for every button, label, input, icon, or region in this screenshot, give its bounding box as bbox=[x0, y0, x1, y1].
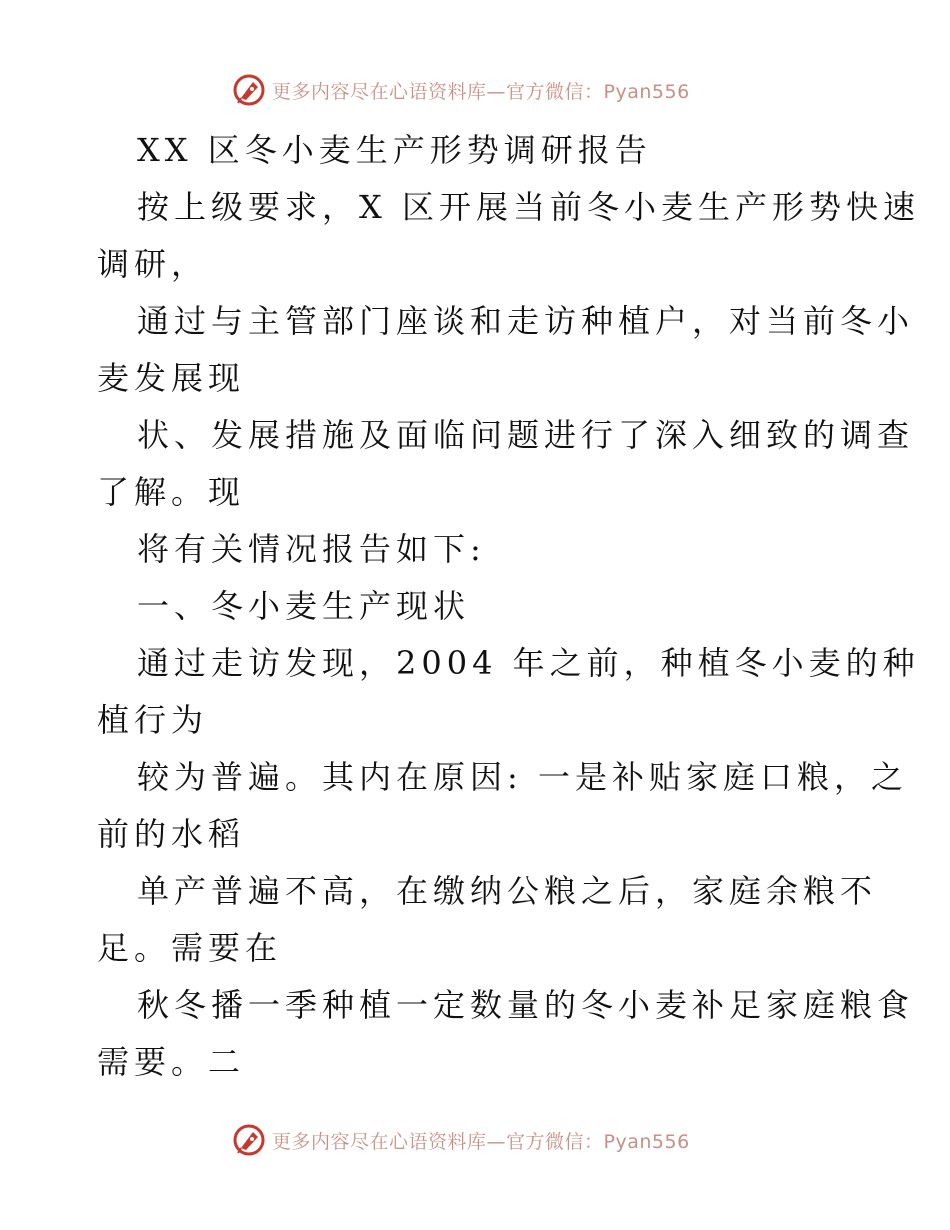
paragraph-line: 将有关情况报告如下: bbox=[137, 530, 486, 568]
paragraph-line: 需要。二 bbox=[97, 1043, 246, 1081]
header-watermark bbox=[232, 72, 690, 108]
document-body bbox=[97, 122, 920, 1091]
paragraph-line: 通过与主管部门座谈和走访种植户，对当前冬小 bbox=[137, 302, 915, 340]
watermark-text: 更多内容尽在心语资料库—官方微信：Pyan556 bbox=[272, 1130, 690, 1153]
paragraph-line: 植行为 bbox=[97, 701, 209, 739]
paragraph-line: 前的水稻 bbox=[97, 815, 246, 853]
paragraph-line: 通过走访发现，2004 年之前，种植冬小麦的种 bbox=[137, 644, 920, 682]
footer-watermark bbox=[232, 1122, 690, 1158]
pen-nib-logo-icon bbox=[232, 1123, 266, 1157]
pen-nib-logo-icon bbox=[232, 73, 266, 107]
paragraph-line: 麦发展现 bbox=[97, 359, 246, 397]
paragraph-line: 调研， bbox=[97, 245, 209, 283]
paragraph-line: 秋冬播一季种植一定数量的冬小麦补足家庭粮食 bbox=[137, 986, 915, 1024]
paragraph-line: 足。需要在 bbox=[97, 929, 283, 967]
paragraph-line: 按上级要求，X 区开展当前冬小麦生产形势快速 bbox=[137, 188, 920, 226]
paragraph-line: 单产普遍不高，在缴纳公粮之后，家庭余粮不 bbox=[137, 872, 878, 910]
paragraph-line: 了解。现 bbox=[97, 473, 246, 511]
document-title: XX 区冬小麦生产形势调研报告 bbox=[137, 131, 652, 169]
watermark-text: 更多内容尽在心语资料库—官方微信：Pyan556 bbox=[272, 80, 690, 103]
section-heading: 一、冬小麦生产现状 bbox=[137, 587, 471, 625]
paragraph-line: 状、发展措施及面临问题进行了深入细致的调查 bbox=[137, 416, 915, 454]
paragraph-line: 较为普遍。其内在原因: 一是补贴家庭口粮，之 bbox=[137, 758, 908, 796]
